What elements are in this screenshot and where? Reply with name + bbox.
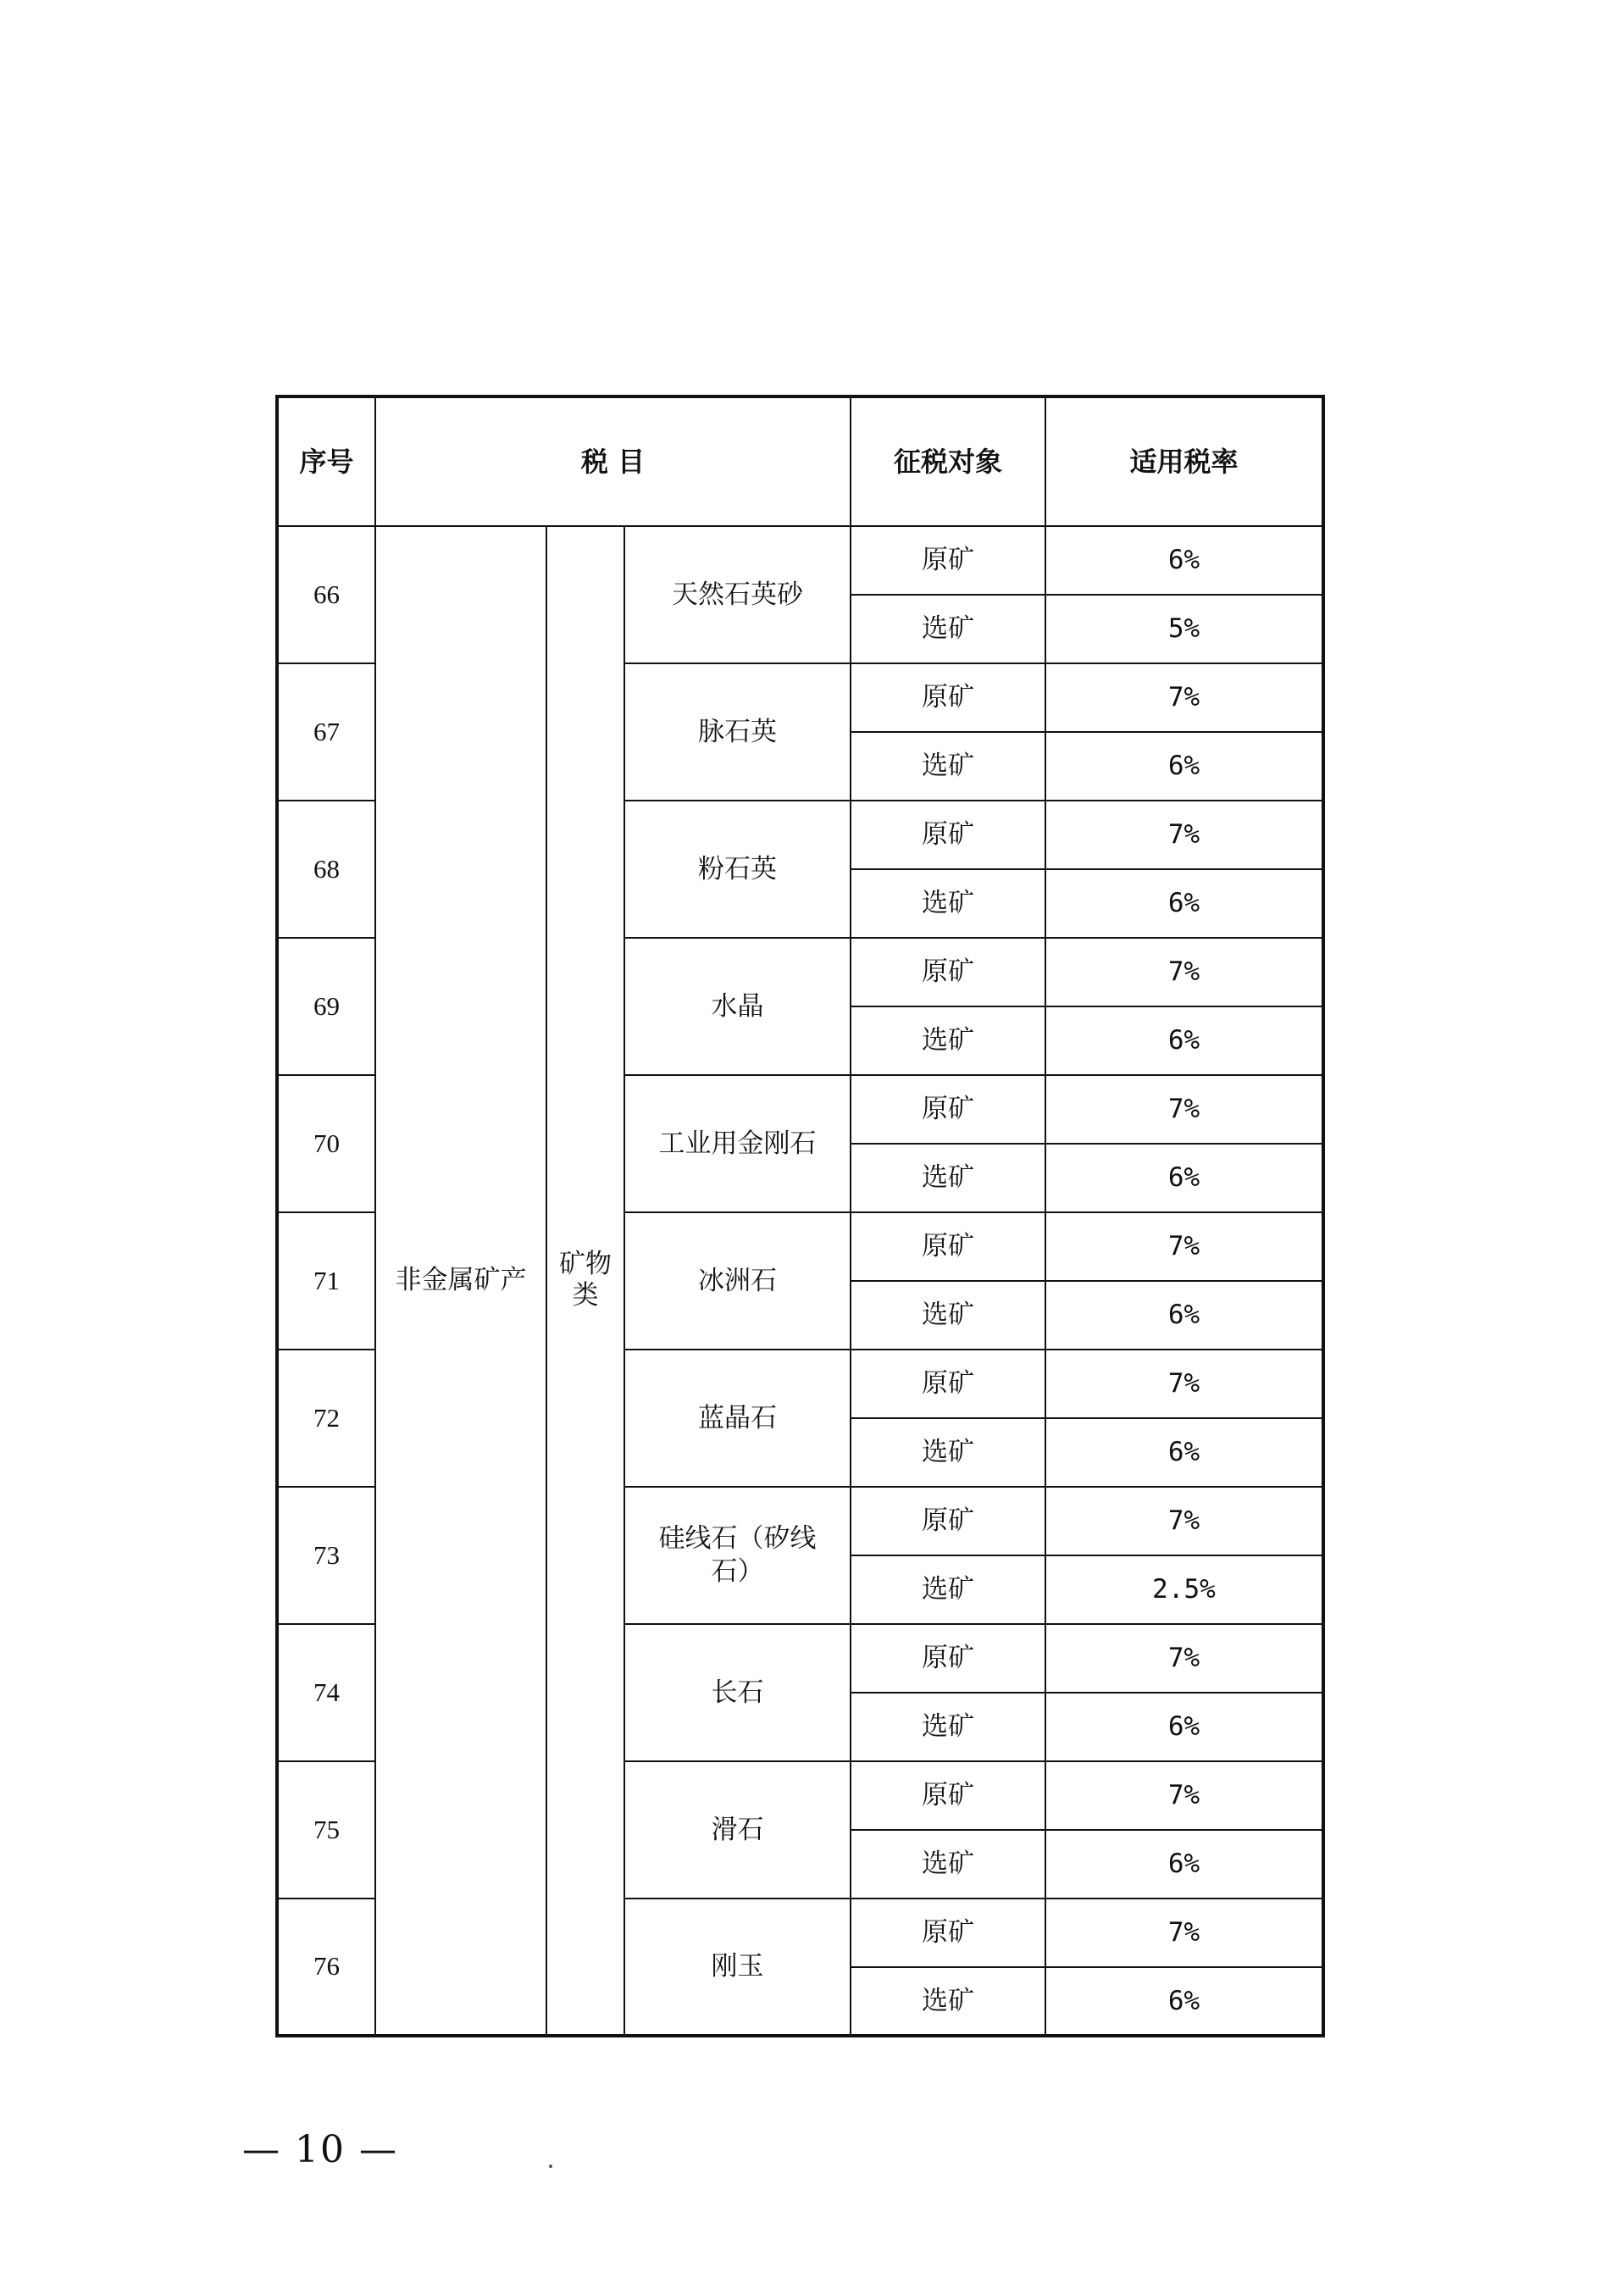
tax-object-cell: 原矿 (851, 526, 1045, 595)
mineral-name: 蓝晶石 (698, 1402, 777, 1433)
mineral-name: 滑石 (711, 1814, 764, 1845)
tax-object-cell: 选矿 (851, 1006, 1045, 1075)
mineral-name-cell (624, 1075, 851, 1212)
table-body (277, 526, 1323, 2036)
row-number: 67 (277, 663, 375, 801)
tax-object-cell: 原矿 (851, 1761, 1045, 1830)
tax-rate-cell: 7% (1045, 1624, 1323, 1693)
page-number: — 10 — (242, 2128, 398, 2171)
tax-object-cell: 原矿 (851, 1075, 1045, 1144)
row-number: 70 (277, 1075, 375, 1212)
scan-dot (549, 2165, 552, 2168)
tax-rate-cell: 6% (1045, 1967, 1323, 2036)
mineral-name: 粉石英 (698, 853, 777, 884)
tax-rate-cell: 6% (1045, 1281, 1323, 1350)
mineral-name: 硅线石（矽线石） (658, 1523, 817, 1587)
mineral-name-cell (624, 1899, 851, 2036)
tax-rate-cell: 7% (1045, 1899, 1323, 1967)
table-header-row (277, 396, 1323, 526)
tax-rate-cell: 7% (1045, 1350, 1323, 1418)
mineral-name-cell (624, 1761, 851, 1899)
mineral-name-cell (624, 1350, 851, 1487)
mineral-name: 水晶 (711, 990, 764, 1022)
tax-rate-cell: 6% (1045, 526, 1323, 595)
row-number: 66 (277, 526, 375, 663)
mineral-name-cell (624, 1212, 851, 1350)
tax-rate-cell: 6% (1045, 1418, 1323, 1487)
row-number: 74 (277, 1624, 375, 1761)
tax-rate-cell: 6% (1045, 1830, 1323, 1899)
subcategory-label: 矿物类 (559, 1249, 612, 1311)
tax-object-cell: 选矿 (851, 1830, 1045, 1899)
mineral-name-cell (624, 938, 851, 1075)
tax-object-cell: 选矿 (851, 1967, 1045, 2036)
tax-rate-cell: 7% (1045, 801, 1323, 869)
tax-object-cell: 选矿 (851, 1693, 1045, 1761)
tax-rate-cell: 7% (1045, 1212, 1323, 1281)
row-number: 72 (277, 1350, 375, 1487)
mineral-name: 冰洲石 (698, 1265, 777, 1296)
table-row (277, 526, 1323, 595)
header-object: 征税对象 (851, 396, 1045, 526)
mineral-name: 长石 (711, 1677, 764, 1708)
tax-object-cell: 选矿 (851, 1281, 1045, 1350)
tax-object-cell: 原矿 (851, 1624, 1045, 1693)
mineral-name-cell (624, 1624, 851, 1761)
tax-object-cell: 原矿 (851, 801, 1045, 869)
tax-object-cell: 选矿 (851, 1144, 1045, 1212)
mineral-name: 脉石英 (698, 716, 777, 747)
row-number: 76 (277, 1899, 375, 2036)
tax-object-cell: 选矿 (851, 1418, 1045, 1487)
tax-rate-cell: 7% (1045, 1487, 1323, 1555)
tax-rate-cell: 6% (1045, 1144, 1323, 1212)
tax-object-cell: 原矿 (851, 663, 1045, 732)
mineral-name: 工业用金刚石 (658, 1128, 817, 1159)
tax-rate-cell: 7% (1045, 1075, 1323, 1144)
tax-rate-cell: 7% (1045, 938, 1323, 1006)
header-rate: 适用税率 (1045, 396, 1323, 526)
row-number: 71 (277, 1212, 375, 1350)
row-number: 68 (277, 801, 375, 938)
tax-rate-cell: 7% (1045, 663, 1323, 732)
tax-object-cell: 选矿 (851, 732, 1045, 801)
mineral-name: 天然石英砂 (672, 579, 803, 610)
mineral-name-cell (624, 526, 851, 663)
tax-object-cell: 原矿 (851, 1212, 1045, 1281)
mineral-name-cell (624, 801, 851, 938)
row-number: 69 (277, 938, 375, 1075)
mineral-name-cell (624, 1487, 851, 1624)
tax-rate-table (275, 395, 1325, 2037)
header-item: 税 目 (375, 396, 851, 526)
subcategory-cell (546, 526, 624, 2036)
mineral-name-cell (624, 663, 851, 801)
row-number: 75 (277, 1761, 375, 1899)
header-no: 序号 (277, 396, 375, 526)
tax-object-cell: 选矿 (851, 1555, 1045, 1624)
row-number: 73 (277, 1487, 375, 1624)
tax-rate-cell: 6% (1045, 1006, 1323, 1075)
tax-rate-cell: 2.5% (1045, 1555, 1323, 1624)
tax-object-cell: 原矿 (851, 938, 1045, 1006)
tax-object-cell: 原矿 (851, 1487, 1045, 1555)
tax-rate-cell: 5% (1045, 595, 1323, 663)
tax-rate-cell: 6% (1045, 732, 1323, 801)
category-cell: 非金属矿产 (375, 526, 546, 2036)
tax-rate-cell: 7% (1045, 1761, 1323, 1830)
tax-object-cell: 选矿 (851, 595, 1045, 663)
tax-object-cell: 原矿 (851, 1899, 1045, 1967)
tax-object-cell: 原矿 (851, 1350, 1045, 1418)
tax-object-cell: 选矿 (851, 869, 1045, 938)
tax-rate-cell: 6% (1045, 869, 1323, 938)
mineral-name: 刚玉 (711, 1951, 764, 1982)
tax-rate-cell: 6% (1045, 1693, 1323, 1761)
